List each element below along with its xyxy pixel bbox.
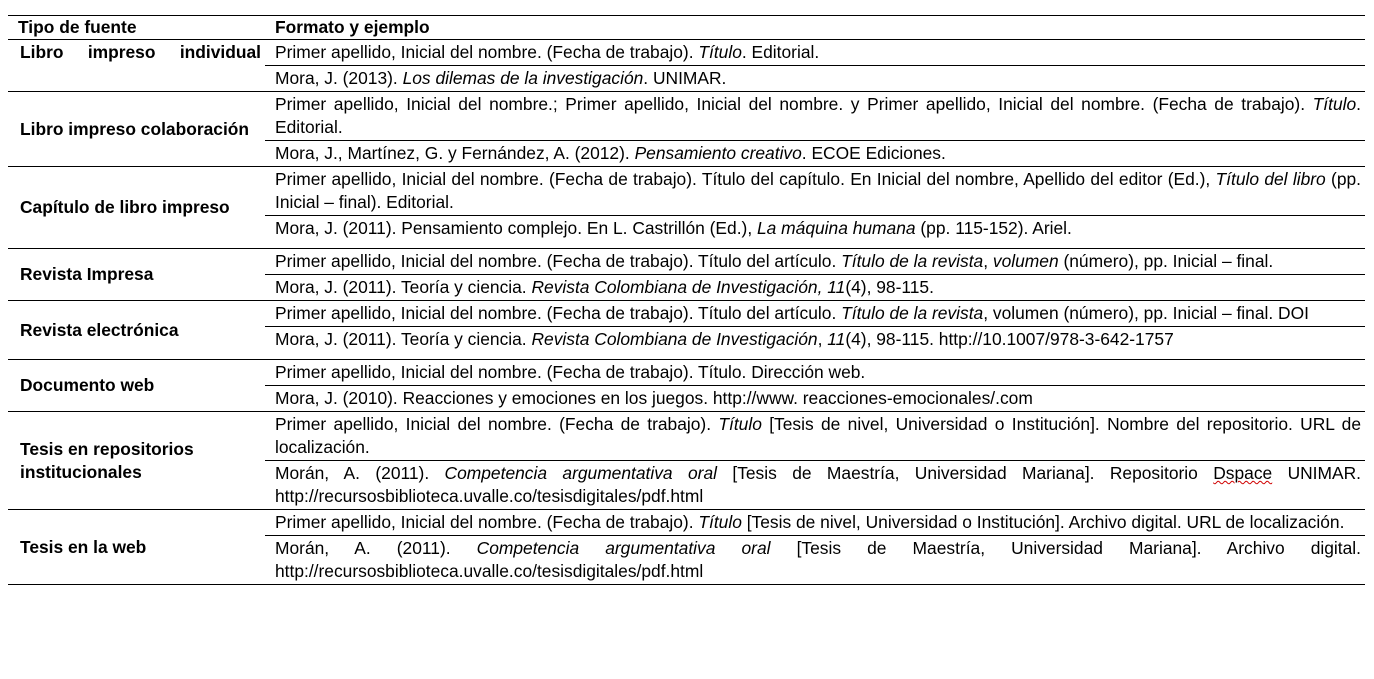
text-segment: Primer apellido, Inicial del nombre. (Fecha de trabajo). Título del capítulo. En Inicial del nombre, Apellido del editor (Ed.), <box>275 169 1216 189</box>
source-type-cell: Capítulo de libro impreso <box>8 167 265 249</box>
italic-text-segment: Título de la revista <box>841 251 984 271</box>
table-row <box>8 249 1365 275</box>
text-segment: [Tesis de nivel, Universidad o Institución]. Nombre del repositorio. URL de localización. <box>275 414 1361 457</box>
text-segment: . Editorial. <box>275 94 1361 137</box>
text-segment: Primer apellido, Inicial del nombre. (Fecha de trabajo). <box>275 414 719 434</box>
text-segment: UNIMAR. http://recursosbiblioteca.uvalle.co/tesisdigitales/pdf.html <box>275 463 1361 506</box>
text-segment: Mora, J., Martínez, G. y Fernández, A. (2012). <box>275 143 635 163</box>
italic-text-segment: Los dilemas de la investigación <box>402 68 644 88</box>
text-segment: Primer apellido, Inicial del nombre. (Fecha de trabajo). <box>275 42 699 62</box>
table-row <box>8 301 1365 327</box>
table-header-row <box>8 16 1365 40</box>
format-cell <box>265 301 1365 327</box>
italic-text-segment: volumen <box>992 251 1059 271</box>
example-cell <box>265 327 1365 360</box>
italic-text-segment: 11 <box>827 329 846 349</box>
italic-text-segment: Título <box>698 42 742 62</box>
text-segment: (número), pp. Inicial – final. <box>1058 251 1274 271</box>
spellcheck-flagged-word: Dspace <box>1213 463 1273 483</box>
text-segment: [Tesis de Maestría, Universidad Mariana]. Repositorio <box>716 463 1214 483</box>
format-cell <box>265 40 1365 66</box>
text-segment: Primer apellido, Inicial del nombre. (Fecha de trabajo). Título. Dirección web. <box>275 362 866 382</box>
example-cell <box>265 275 1365 301</box>
italic-text-segment: Revista Colombiana de Investigación <box>531 329 818 349</box>
header-tipo-de-fuente: Tipo de fuente <box>8 16 265 40</box>
text-segment: (pp. Inicial – final). Editorial. <box>275 169 1361 212</box>
text-segment: Primer apellido, Inicial del nombre.; Primer apellido, Inicial del nombre. y Primer apellido, Inicial del nombre. (Fecha de trabajo). <box>275 94 1313 114</box>
text-segment: Mora, J. (2011). Pensamiento complejo. En L. Castrillón (Ed.), <box>275 218 757 238</box>
format-cell <box>265 167 1365 216</box>
text-segment: (4), 98-115. http://10.1007/978-3-642-1757 <box>845 329 1174 349</box>
text-segment: (4), 98-115. <box>845 277 934 297</box>
text-segment: , <box>983 251 993 271</box>
text-segment: [Tesis de nivel, Universidad o Institución]. Archivo digital. URL de localización. <box>741 512 1345 532</box>
italic-text-segment: Título <box>698 512 742 532</box>
text-segment: Primer apellido, Inicial del nombre. (Fecha de trabajo). Título del artículo. <box>275 303 842 323</box>
italic-text-segment: Competencia argumentativa oral <box>444 463 717 483</box>
italic-text-segment: Título <box>1312 94 1357 114</box>
example-cell <box>265 66 1365 92</box>
text-segment: . ECOE Ediciones. <box>801 143 946 163</box>
table-row <box>8 40 1365 66</box>
source-type-cell: Tesis en repositorios institucionales <box>8 412 265 510</box>
source-type-cell: Tesis en la web <box>8 510 265 585</box>
header-formato-y-ejemplo: Formato y ejemplo <box>265 16 1365 40</box>
text-segment: Morán, A. (2011). <box>275 538 477 558</box>
example-cell <box>265 461 1365 510</box>
italic-text-segment: Título de la revista <box>841 303 984 323</box>
example-cell <box>265 141 1365 167</box>
text-segment: . Editorial. <box>741 42 820 62</box>
italic-text-segment: Pensamiento creativo <box>634 143 802 163</box>
table-body <box>8 16 1365 585</box>
text-segment: Primer apellido, Inicial del nombre. (Fecha de trabajo). <box>275 512 699 532</box>
italic-text-segment: Título del libro <box>1215 169 1326 189</box>
format-cell <box>265 249 1365 275</box>
reference-format-table <box>8 15 1365 585</box>
italic-text-segment: Revista Colombiana de Investigación, 11 <box>531 277 846 297</box>
text-segment: , <box>817 329 828 349</box>
text-segment: Mora, J. (2011). Teoría y ciencia. <box>275 277 532 297</box>
table-row <box>8 92 1365 141</box>
text-segment: Mora, J. (2011). Teoría y ciencia. <box>275 329 532 349</box>
text-segment: , volumen (número), pp. Inicial – final. DOI <box>983 303 1309 323</box>
format-cell <box>265 510 1365 536</box>
table-row <box>8 360 1365 386</box>
format-cell <box>265 412 1365 461</box>
source-type-cell: Revista electrónica <box>8 301 265 360</box>
italic-text-segment: Título <box>718 414 762 434</box>
example-cell <box>265 216 1365 249</box>
text-segment: . UNIMAR. <box>643 68 727 88</box>
example-cell <box>265 536 1365 585</box>
italic-text-segment: Competencia argumentativa oral <box>476 538 771 558</box>
table-row <box>8 510 1365 536</box>
text-segment: Morán, A. (2011). <box>275 463 445 483</box>
format-cell <box>265 360 1365 386</box>
table-row <box>8 412 1365 461</box>
source-type-cell: Libro impreso colaboración <box>8 92 265 167</box>
text-segment: Mora, J. (2013). <box>275 68 403 88</box>
table-row <box>8 167 1365 216</box>
format-cell <box>265 92 1365 141</box>
source-type-cell: Documento web <box>8 360 265 412</box>
text-segment: Mora, J. (2010). Reacciones y emociones en los juegos. http://www. reacciones-emocionales/.com <box>275 388 1033 408</box>
text-segment: Primer apellido, Inicial del nombre. (Fecha de trabajo). Título del artículo. <box>275 251 842 271</box>
text-segment: (pp. 115-152). Ariel. <box>915 218 1072 238</box>
source-type-cell: Libro impreso individual <box>8 40 265 92</box>
italic-text-segment: La máquina humana <box>757 218 916 238</box>
example-cell <box>265 386 1365 412</box>
source-type-cell: Revista Impresa <box>8 249 265 301</box>
text-segment: [Tesis de Maestría, Universidad Mariana]. Archivo digital. http://recursosbiblioteca.uvalle.co/tesisdigitales/pdf.html <box>275 538 1361 581</box>
